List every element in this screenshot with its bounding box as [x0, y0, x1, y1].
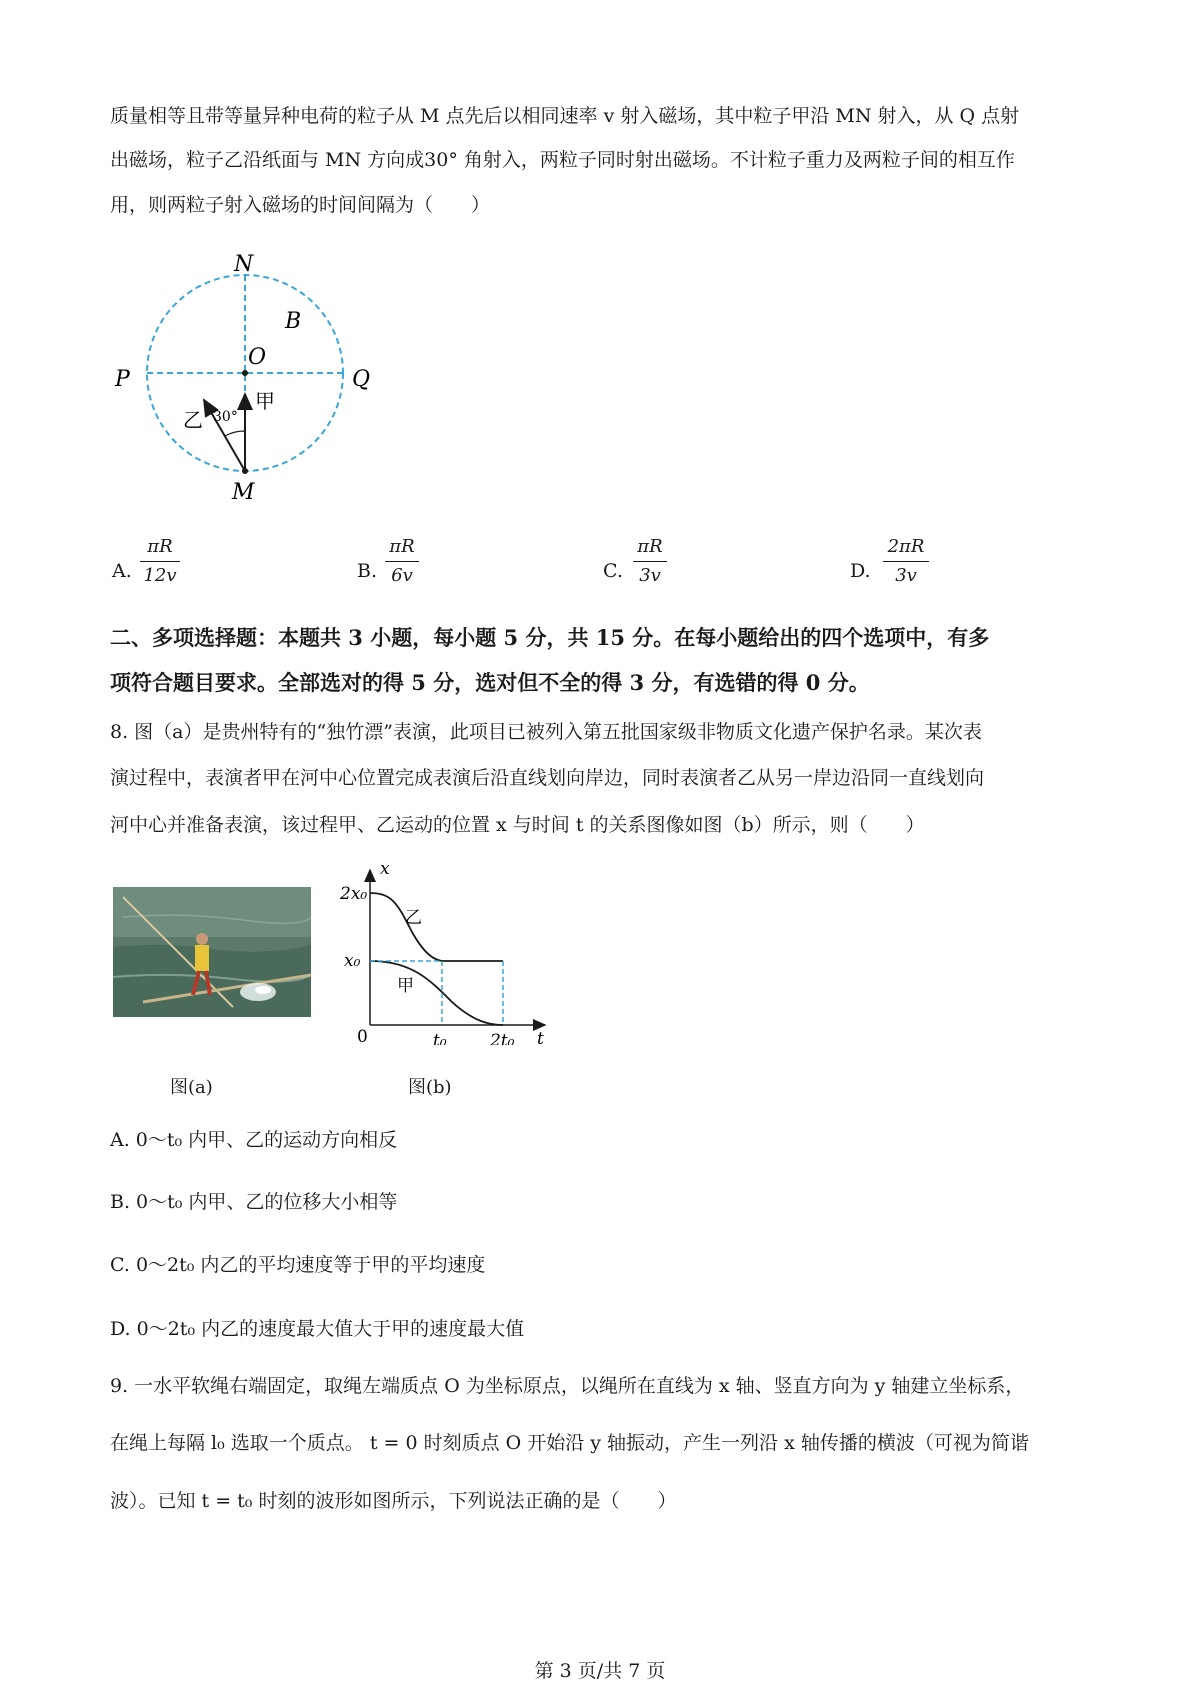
magnetic-field-figure — [100, 245, 380, 505]
label-p: P — [115, 367, 130, 392]
fraction-bar — [633, 561, 667, 562]
bamboo-rafting-photo — [113, 887, 311, 1017]
section-heading-line-1: 二、多项选择题：本题共 3 小题，每小题 5 分，共 15 分。在每小题给出的四个选项中，有多 — [110, 625, 990, 650]
label-yi: 乙 — [183, 408, 203, 432]
option-letter: B. — [357, 560, 378, 582]
q8-option-c[interactable]: C. 0～2t₀ 内乙的平均速度等于甲的平均速度 — [110, 1254, 486, 1276]
q8-option-a[interactable]: A. 0～t₀ 内甲、乙的运动方向相反 — [110, 1129, 398, 1151]
label-angle: 30° — [213, 409, 238, 425]
q9-line-3: 波）。已知 t = t₀ 时刻的波形如图所示，下列说法正确的是（ ） — [110, 1490, 677, 1512]
option-letter: C. — [603, 560, 623, 582]
option-numerator: 2πR — [887, 536, 925, 557]
section-heading-line-2: 项符合题目要求。全部选对的得 5 分，选对但不全的得 3 分，有选错的得 0 分。 — [110, 670, 870, 695]
option-denominator: 3v — [639, 565, 661, 586]
q8-line-1: 8. 图（a）是贵州特有的“独竹漂”表演，此项目已被列入第五批国家级非物质文化遗产保护名录。某次表 — [110, 721, 982, 743]
q7-line-1: 质量相等且带等量异种电荷的粒子从 M 点先后以相同速率 v 射入磁场，其中粒子甲沿 MN 射入，从 Q 点射 — [110, 105, 1020, 127]
q8-option-d[interactable]: D. 0～2t₀ 内乙的速度最大值大于甲的速度最大值 — [110, 1318, 525, 1340]
option-denominator: 12v — [143, 565, 177, 586]
label-jia: 甲 — [255, 389, 275, 413]
caption-figure-b: 图(b) — [408, 1077, 452, 1098]
q9-line-2: 在绳上每隔 l₀ 选取一个质点。 t = 0 时刻质点 O 开始沿 y 轴振动，产生一列沿 x 轴传播的横波（可视为简谐 — [110, 1432, 1029, 1454]
q7-line-2: 出磁场，粒子乙沿纸面与 MN 方向成30° 角射入，两粒子同时射出磁场。不计粒子重力及两粒子间的相互作 — [110, 149, 1015, 171]
q8-option-b[interactable]: B. 0～t₀ 内甲、乙的位移大小相等 — [110, 1191, 398, 1213]
option-numerator: πR — [637, 536, 663, 557]
curve-label-yi: 乙 — [405, 908, 422, 928]
fraction-bar — [883, 561, 929, 562]
curve-jia — [370, 961, 503, 1025]
tick-t0: t₀ — [433, 1031, 447, 1045]
q9-line-1: 9. 一水平软绳右端固定，取绳左端质点 O 为坐标原点，以绳所在直线为 x 轴、竖直方向为 y 轴建立坐标系， — [110, 1375, 1025, 1397]
option-numerator: πR — [389, 536, 415, 557]
label-m: M — [232, 480, 255, 505]
axis-label-t: t — [537, 1029, 544, 1045]
tick-origin: 0 — [357, 1027, 368, 1045]
fraction-bar — [140, 561, 180, 562]
caption-figure-a: 图(a) — [170, 1077, 213, 1098]
position-time-graph — [330, 860, 560, 1045]
q7-line-3: 用，则两粒子射入磁场的时间间隔为（ ） — [110, 194, 491, 216]
tick-2t0: 2t₀ — [490, 1031, 515, 1045]
option-letter: D. — [850, 560, 871, 582]
label-b: B — [285, 309, 302, 334]
page-footer: 第 3 页/共 7 页 — [534, 1660, 666, 1682]
option-numerator: πR — [147, 536, 173, 557]
axis-label-x: x — [380, 860, 390, 879]
q8-line-2: 演过程中，表演者甲在河中心位置完成表演后沿直线划向岸边，同时表演者乙从另一岸边沿同一直线划向 — [110, 767, 985, 789]
option-denominator: 6v — [391, 565, 413, 586]
angle-arc — [225, 431, 245, 436]
q8-line-3: 河中心并准备表演，该过程甲、乙运动的位置 x 与时间 t 的关系图像如图（b）所示，则（ ） — [110, 814, 925, 836]
option-denominator: 3v — [895, 565, 917, 586]
label-o: O — [248, 345, 267, 370]
center-dot — [242, 370, 248, 376]
fraction-bar — [385, 561, 419, 562]
label-q: Q — [352, 367, 371, 392]
curve-yi — [370, 893, 503, 961]
tick-x0: x₀ — [344, 951, 361, 971]
label-n: N — [234, 252, 254, 277]
curve-label-jia: 甲 — [397, 976, 414, 996]
option-letter: A. — [112, 560, 132, 582]
tick-2x0: 2x₀ — [340, 884, 368, 904]
